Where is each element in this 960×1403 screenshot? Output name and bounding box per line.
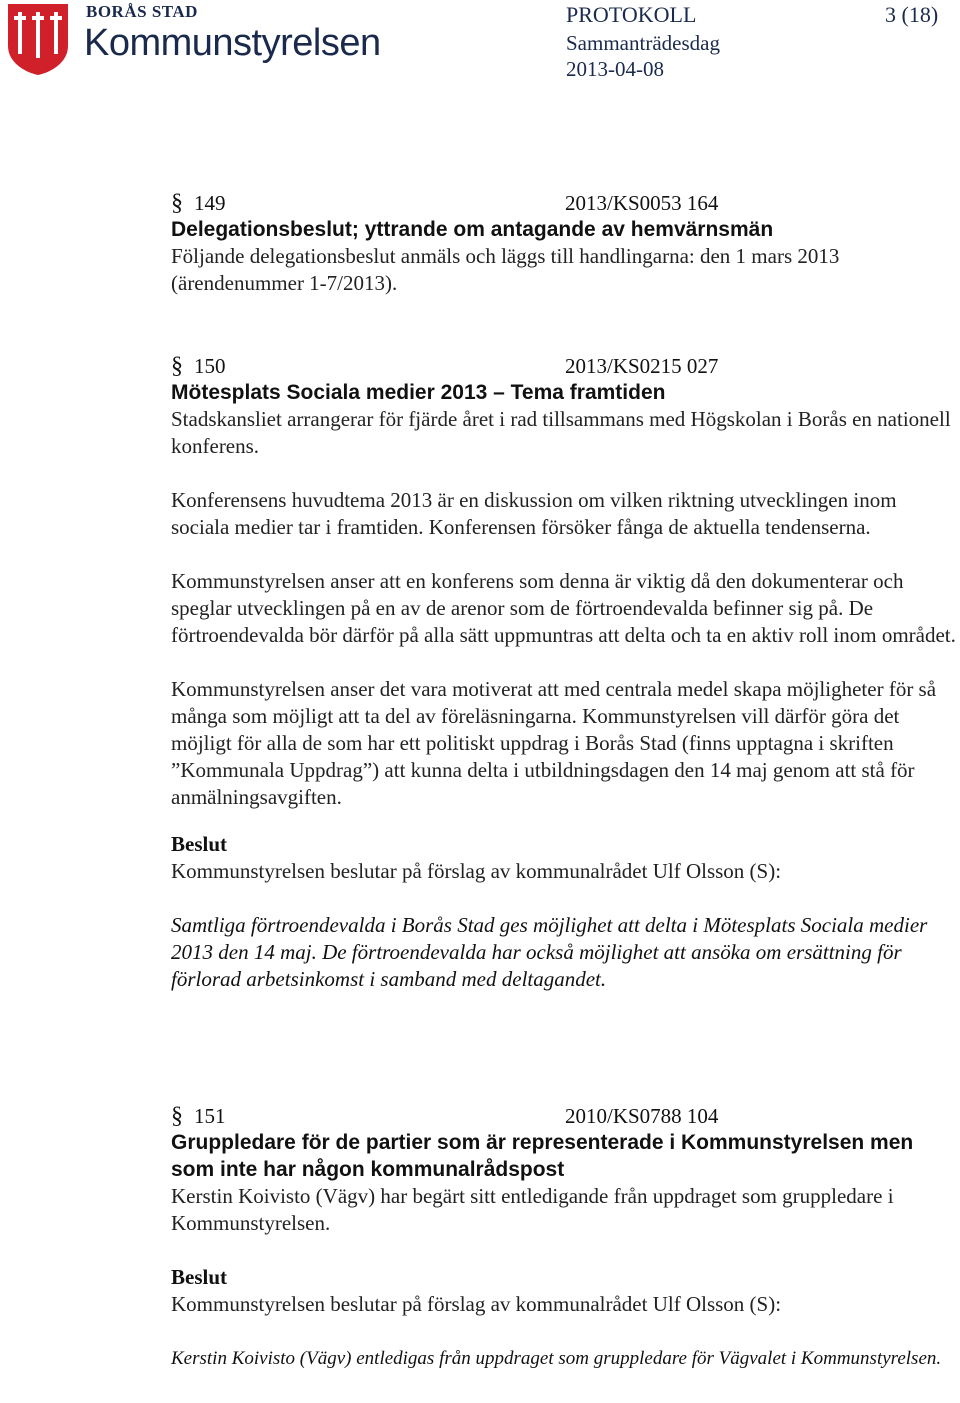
paragraph-sign-icon: § [171,190,183,216]
case-reference: 2010/KS0788 104 [565,1104,719,1128]
section-paragraph: Följande delegationsbeslut anmäls och läggs till handlingarna: den 1 mars 2013 (ärendenummer 1-7/2013). [171,244,840,295]
meeting-label: Sammanträdesdag [566,31,720,55]
section-heading-row [171,1103,960,1129]
section-heading-row [171,190,960,216]
decision-intro: Kommunstyrelsen beslutar på förslag av kommunalrådet Ulf Olsson (S): [171,859,782,883]
section-paragraph: Kerstin Koivisto (Vägv) har begärt sitt entledigande från uppdraget som gruppledare i Kommunstyrelsen. [171,1184,894,1235]
section-150 [171,353,960,993]
paragraph-sign-icon: § [171,353,183,379]
section-151 [171,1103,960,1372]
meeting-date: 2013-04-08 [566,57,664,81]
section-title: Mötesplats Sociala medier 2013 – Tema framtiden [171,381,666,404]
section-number: 150 [194,354,226,378]
org-name: Kommunstyrelsen [84,22,381,64]
section-title: Delegationsbeslut; yttrande om antagande av hemvärnsmän [171,218,774,241]
decision-heading: Beslut [171,832,228,856]
section-number: 149 [194,191,226,215]
section-number: 151 [194,1104,226,1128]
case-reference: 2013/KS0053 164 [565,191,719,215]
decision-text: Samtliga förtroendevalda i Borås Stad ges möjlighet att delta i Mötesplats Sociala medier 2013 den 14 maj. De förtroendevalda har också möjlighet att ansöka om ersättning för förlorad arbetsinkomst i samband med deltagandet. [171,913,928,991]
section-heading-row [171,353,960,379]
paragraph-sign-icon: § [171,1103,183,1129]
case-reference: 2013/KS0215 027 [565,354,719,378]
decision-intro: Kommunstyrelsen beslutar på förslag av kommunalrådet Ulf Olsson (S): [171,1292,782,1316]
decision-heading: Beslut [171,1265,228,1289]
city-name: BORÅS STAD [86,2,198,21]
section-149 [171,190,960,297]
section-paragraph: Kommunstyrelsen anser att en konferens som denna är viktig då den dokumenterar och speglar utvecklingen på en av de arenor som de förtroendevalda befinner sig på. De förtroendevalda bör därför på alla sätt uppmuntras att delta och ta en aktiv roll inom området. [171,569,956,647]
section-paragraph: Konferensens huvudtema 2013 är en diskussion om vilken riktning utvecklingen inom sociala medier tar i framtiden. Konferensen försöker fånga de aktuella tendenserna. [171,488,897,539]
page-number: 3 (18) [885,2,939,27]
section-title: Gruppledare för de partier som är representerade i Kommunstyrelsen men som inte har någon kommunalrådspost [171,1131,914,1181]
document-type: PROTOKOLL [566,2,697,27]
coat-of-arms-logo [6,2,70,76]
section-paragraph: Kommunstyrelsen anser det vara motiverat att med centrala medel skapa möjligheter för så många som möjligt att ta del av föreläsningarna. Kommunstyrelsen vill därför göra det möjligt för alla de som har ett politiskt uppdrag i Borås Stad (finns upptagna i skriften ”Kommunala Uppdrag”) att kunna delta i utbildningsdagen den 14 maj genom att stå för anmälningsavgiften. [171,677,937,809]
decision-text: Kerstin Koivisto (Vägv) entledigas från uppdraget som gruppledare för Vägvalet i Kommunstyrelsen. [171,1348,942,1369]
section-paragraph: Stadskansliet arrangerar för fjärde året i rad tillsammans med Högskolan i Borås en nationell konferens. [171,407,951,458]
